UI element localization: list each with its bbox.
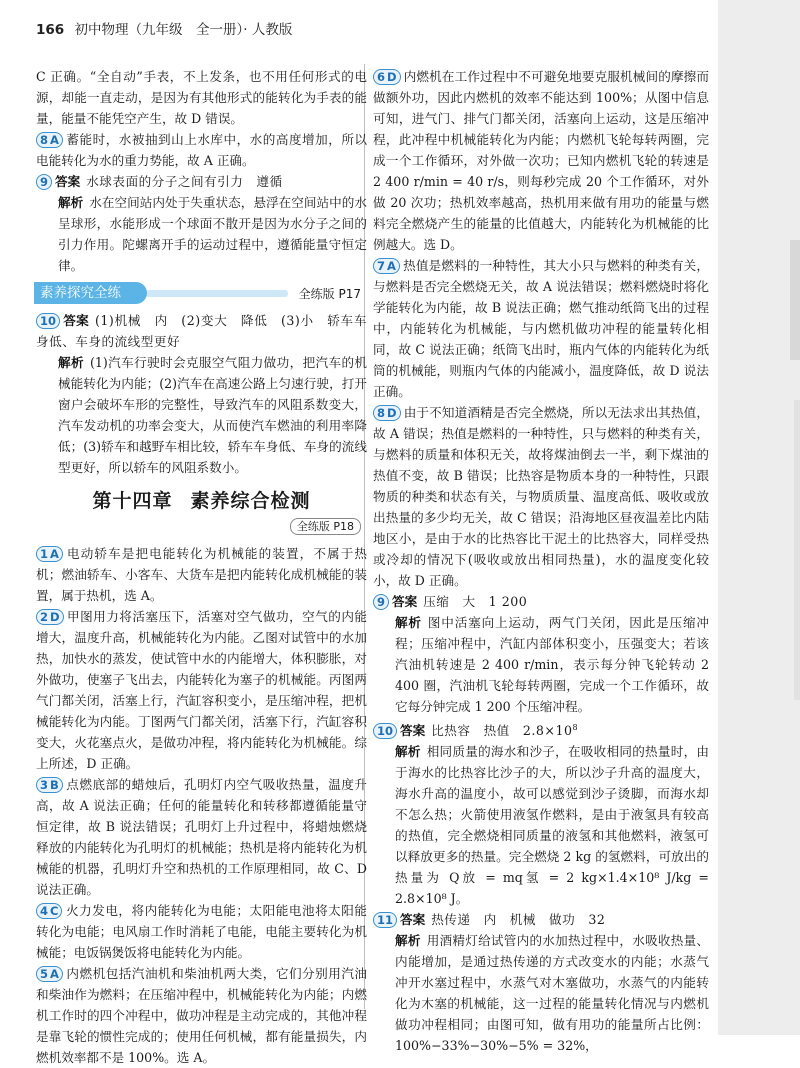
answer-item-c3: 3 B 点燃底部的蜡烛后，孔明灯内空气吸收热量，温度升高，故 A 说法正确；任何的能量转化和转移都遵循能量守恒定律，故 B 说法错误；孔明灯上升过程中，将蜡烛燃烧释放的内能转化为孔明灯的机械能；热机是将内能转化为机械能的机器，孔明灯升空和热机的工作原理相同，故 C、D 说法正确。 [36, 777, 367, 897]
page-number: 166 [36, 22, 65, 38]
explanation-text: 用酒精灯给试管内的水加热过程中，水吸收热量、内能增加，是通过热传递的方式改变水的内能；水蒸气冲开水塞过程中，水蒸气对木塞做功，水蒸气的内能转化为木塞的机械能，这一过程的能量转化情况与内燃机做功冲程相同；由图可知，做有用功的能量所占比例：100%−33%−30%−5% = 32%， [395, 933, 709, 1053]
question-badge: 11 [373, 912, 397, 928]
page-edge-strip [794, 400, 800, 700]
explanation-text: 图中活塞向上运动，两气门关闭，因此是压缩冲程；压缩冲程中，汽缸内部体积变小，压强变大；若该汽油机转速是 2 400 r/min，表示每分钟飞轮转动 2 400 圈，汽油机飞轮每转两圈，完成一个工作循环，故它每分钟完成 1 200 个压缩冲程。 [395, 615, 710, 714]
section-title: 素养探究全练 [34, 282, 147, 304]
chapter-heading [36, 488, 367, 514]
answer-item-c2: 2 D 甲图用力将活塞压下，活塞对空气做功，空气的内能增大，温度升高，机械能转化为内能。乙图对试管中的水加热，加快水的蒸发，使试管中水的内能增大，体积膨胀，对外做功，使塞子飞出去，内能转化为塞子的机械能。丙图两气门都关闭，活塞上行，汽缸容积变小，是压缩冲程，把机械能转化为内能。丁图两气门都关闭，活塞下行，汽缸容积变大，火花塞点火，是做功冲程，将内能转化为机械能。综上所述，D 正确。 [36, 609, 367, 771]
answer-text: 压缩 大 1 200 [423, 594, 528, 609]
answer-item-c7: 7 A 热值是燃料的一种特性，其大小只与燃料的种类有关，与燃料是否完全燃烧无关，故 A 说法错误；燃料燃烧时将化学能转化为内能，故 B 说法正确；燃气推动纸筒飞出的过程中，内能转化为机械能，与内燃机做功冲程的能量转化相同，故 C 说法正确；纸筒飞出时，瓶内气体的内能转化为纸筒的机械能，则瓶内气体的内能减小，温度降低，故 D 说法正确。 [373, 258, 709, 399]
answer-item-c6: 6 D 内燃机在工作过程中不可避免地要克服机械间的摩擦而做额外功，因此内燃机的效率不能达到 100%；从图中信息可知，进气门、排气门都关闭，活塞向上运动，这是压缩冲程，此冲程中机械能转化为内能；内燃机飞轮每转两圈，完成一个工作循环，对外做一次功；已知内燃机飞轮的转速是 2 400 r/min = 40 r/s，则每秒完成 20 个工作循环，对外做 20 次功；热机效率越高，热机用来做有用功的能量与燃料完全燃烧产生的能量的比值越大，内能转化为机械能的比例越大。选 D。 [373, 69, 709, 252]
answer-text: 热传递 内 机械 做功 32 [431, 912, 606, 927]
explanation-9 [36, 192, 367, 276]
banner-decoration [146, 290, 288, 297]
question-badge: 10 [373, 723, 397, 739]
question-badge: 1 A [36, 546, 63, 562]
answer-item-c10 [373, 717, 709, 741]
chapter-title: 素养综合检测 [190, 490, 311, 512]
explanation-10 [36, 352, 367, 478]
explanation-label: 解析 [58, 195, 84, 210]
left-column [36, 66, 367, 1068]
explanation-label: 解析 [395, 933, 421, 948]
question-badge: 7 A [373, 258, 400, 274]
continued-paragraph: C 正确。“全自动”手表，不上发条，也不用任何形式的电源，却能一直走动，是因为有其他形式的能转化为手表的能量，能量不能凭空产生，故 D 错误。 [36, 69, 367, 126]
question-badge: 8 D [373, 405, 401, 421]
explanation-label: 解析 [395, 615, 422, 630]
answer-item-c5: 5 A 内燃机包括汽油机和柴油机两大类，它们分别用汽油和柴油作为燃料；在压缩冲程中，机械能转化为内能；内燃机工作时的四个冲程中，做功冲程是主动完成的，其他冲程是靠飞轮的惯性完成的；使用任何机械，都有能量损失，内燃机效率都不是 100%。选 A。 [36, 966, 367, 1065]
question-badge: 9 [373, 594, 389, 610]
answer-label: 答案 [392, 594, 418, 609]
answer-item-c11 [373, 909, 709, 930]
question-badge: 8 A [36, 132, 63, 148]
question-badge: 5 A [36, 966, 63, 982]
answer-label: 答案 [63, 313, 89, 328]
answer-text: 水球表面的分子之间有引力 遵循 [86, 174, 283, 189]
answer-label: 答案 [55, 174, 81, 189]
explanation-c10 [373, 741, 709, 909]
question-badge: 2 D [36, 609, 64, 625]
page-edge-shadow [718, 0, 800, 1035]
question-badge: 9 [36, 174, 52, 190]
section-banner [34, 282, 367, 306]
chapter-page-ref: 全练版 P18 [36, 516, 361, 537]
answer-text: (1)机械 内 (2)变大 降低 (3)小 轿车车身低、车身的流线型更好 [36, 313, 367, 349]
explanation-label: 解析 [58, 355, 84, 370]
right-column [373, 66, 709, 1056]
explanation-text: (1)汽车行驶时会克服空气阻力做功，把汽车的机械能转化为内能；(2)汽车在高速公路上匀速行驶，打开窗户会破坏车形的完整性，导致汽车的风阻系数变大，汽车发动机的功率会变大，从而使汽车燃油的利用率降低；(3)轿车和越野车相比较，轿车车身低、车身的流线型更好，所以轿车的风阻系数小。 [58, 355, 368, 475]
question-badge: 10 [36, 313, 60, 329]
question-badge: 6 D [373, 69, 401, 85]
answer-item-c8: 8 D 由于不知道酒精是否完全燃烧，所以无法求出其热值，故 A 错误；热值是燃料的一种特性，只与燃料的种类有关，与燃料的质量和体积无关，故将煤油倒去一半，剩下煤油的热值不变，故 B 错误；比热容是物质本身的一种特性，只跟物质的种类和状态有关，与物质质量、温度高低、吸收或放出热量的多少均无关，故 C 错误；沿海地区昼夜温差比内陆地区小，是由于水的比热容比干泥土的比热容大，同样受热或冷却的情况下(吸收或放出相同热量)，水的温度变化较小，故 D 正确。 [373, 405, 709, 588]
explanation-c11 [373, 930, 709, 1056]
answer-item-9 [36, 171, 367, 192]
explanation-text: 相同质量的海水和沙子，在吸收相同的热量时，由于海水的比热容比沙子的大，所以沙子升高的温度大，海水升高的温度小，故可以感觉到沙子烫脚，而海水却不怎么热；火箭使用液氢作燃料，是由于液氢具有较高的热值，完全燃烧相同质量的液氢和其他燃料，液氢可以释放更多的热量。完全燃烧 2 kg 的氢燃料，可放出的热量为 Q放 = mq氢 = 2 kg×1.4×10⁸ J/kg = 2.8×10⁸ J。 [395, 744, 709, 906]
question-badge: 3 B [36, 777, 63, 793]
explanation-c9 [373, 612, 709, 717]
chapter-number: 第十四章 [92, 490, 173, 512]
book-title: 初中物理（九年级 全一册）· 人教版 [74, 22, 293, 38]
page-header [36, 18, 292, 38]
answer-item-10 [36, 310, 367, 352]
answer-item-c4: 4 C 火力发电，将内能转化为电能；太阳能电池将太阳能转化为电能；电风扇工作时消耗了电能，电能主要转化为机械能；电饭锅煲饭将电能转化为内能。 [36, 903, 367, 960]
answer-text: 比热容 热值 $2.8\times 10^8$ [431, 723, 579, 738]
answer-item-c9 [373, 591, 709, 612]
answer-label: 答案 [400, 912, 426, 927]
explanation-text: 水在空间站内处于失重状态，悬浮在空间站中的水呈球形，水能形成一个球面不散开是因为水分子之间的引力作用。陀螺离开手的运动过程中，遵循能量守恒定律。 [58, 195, 368, 273]
answer-item-8: 8 A 蓄能时，水被抽到山上水库中，水的高度增加，所以电能转化为水的重力势能，故 A 正确。 [36, 132, 367, 168]
explanation-label: 解析 [395, 744, 421, 759]
answer-item-c1: 1 A 电动轿车是把电能转化为机械能的装置，不属于热机；燃油轿车、小客车、大货车是把内能转化成机械能的装置，属于热机，选 A。 [36, 546, 367, 603]
answer-label: 答案 [400, 723, 426, 738]
page-edge-tab [790, 240, 800, 360]
question-badge: 4 C [36, 903, 62, 919]
section-page-ref: 全练版 P17 [298, 287, 361, 301]
